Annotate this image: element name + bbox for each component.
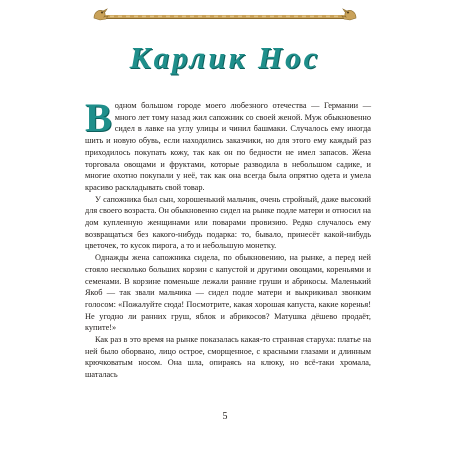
page-title: Карлик Нос <box>129 40 321 75</box>
paragraph: Однажды жена сапожника сидела, по обыкновению, на рынке, а перед ней стояло несколько больших корзин с капустой и другими овощами, кореньями и семенами. В корзине поменьше лежали ранние груши и абрикосы. Маленький Якоб — так звали мальчика — сидел подле матери и выкрикивал звонким голосом: «Пожалуйте сюда! Посмотрите, какая хорошая капуста, какие коренья! Не угодно ли ранних груш, яблок и абрикосов? Матушка дёшево продаёт, купите!» <box>85 253 371 333</box>
paragraph-text: одном большом городе моего любезного отечества — Германии — много лет тому назад жил сапожник со своей женой. Муж обыкновенно сидел в лавке на углу улицы и чинил башмаки. Случалось ему иногда шить и новую обувь, если находились заказчики, но для этого ему каждый раз приходилось покупать кожу, так как он по бедности не имел запасов. Жена торговала овощами и фруктами, которые разводила в небольшом садике, и многие охотно покупали у неё, так как она всегда была опрятно одета и умела красиво раскладывать свой товар. <box>85 101 371 192</box>
paragraph: Как раз в это время на рынке показалась какая-то странная старуха: платье на ней было оборвано, лицо острое, сморщенное, с красными глазами и длинным крючковатым носом. Она шла, опираясь на клюку, но всё-таки хромала, шаталась <box>85 335 371 380</box>
paragraph: У сапожника был сын, хорошенький мальчик, очень стройный, даже высокий для своего возраста. Он обыкновенно сидел на рынке подле матери и относил на дом купленную женщинами или поварами провизию. Редко случалось ему возвращаться без какого-нибудь подарка: то, бывало, принесёт какой-нибудь цветочек, то кусок пирога, а то и небольшую монетку. <box>85 194 371 251</box>
drop-cap: В <box>85 95 112 140</box>
header-ornament-icon <box>90 6 360 26</box>
page-number: 5 <box>222 411 228 422</box>
story-text <box>85 95 371 381</box>
paragraph <box>85 95 371 194</box>
